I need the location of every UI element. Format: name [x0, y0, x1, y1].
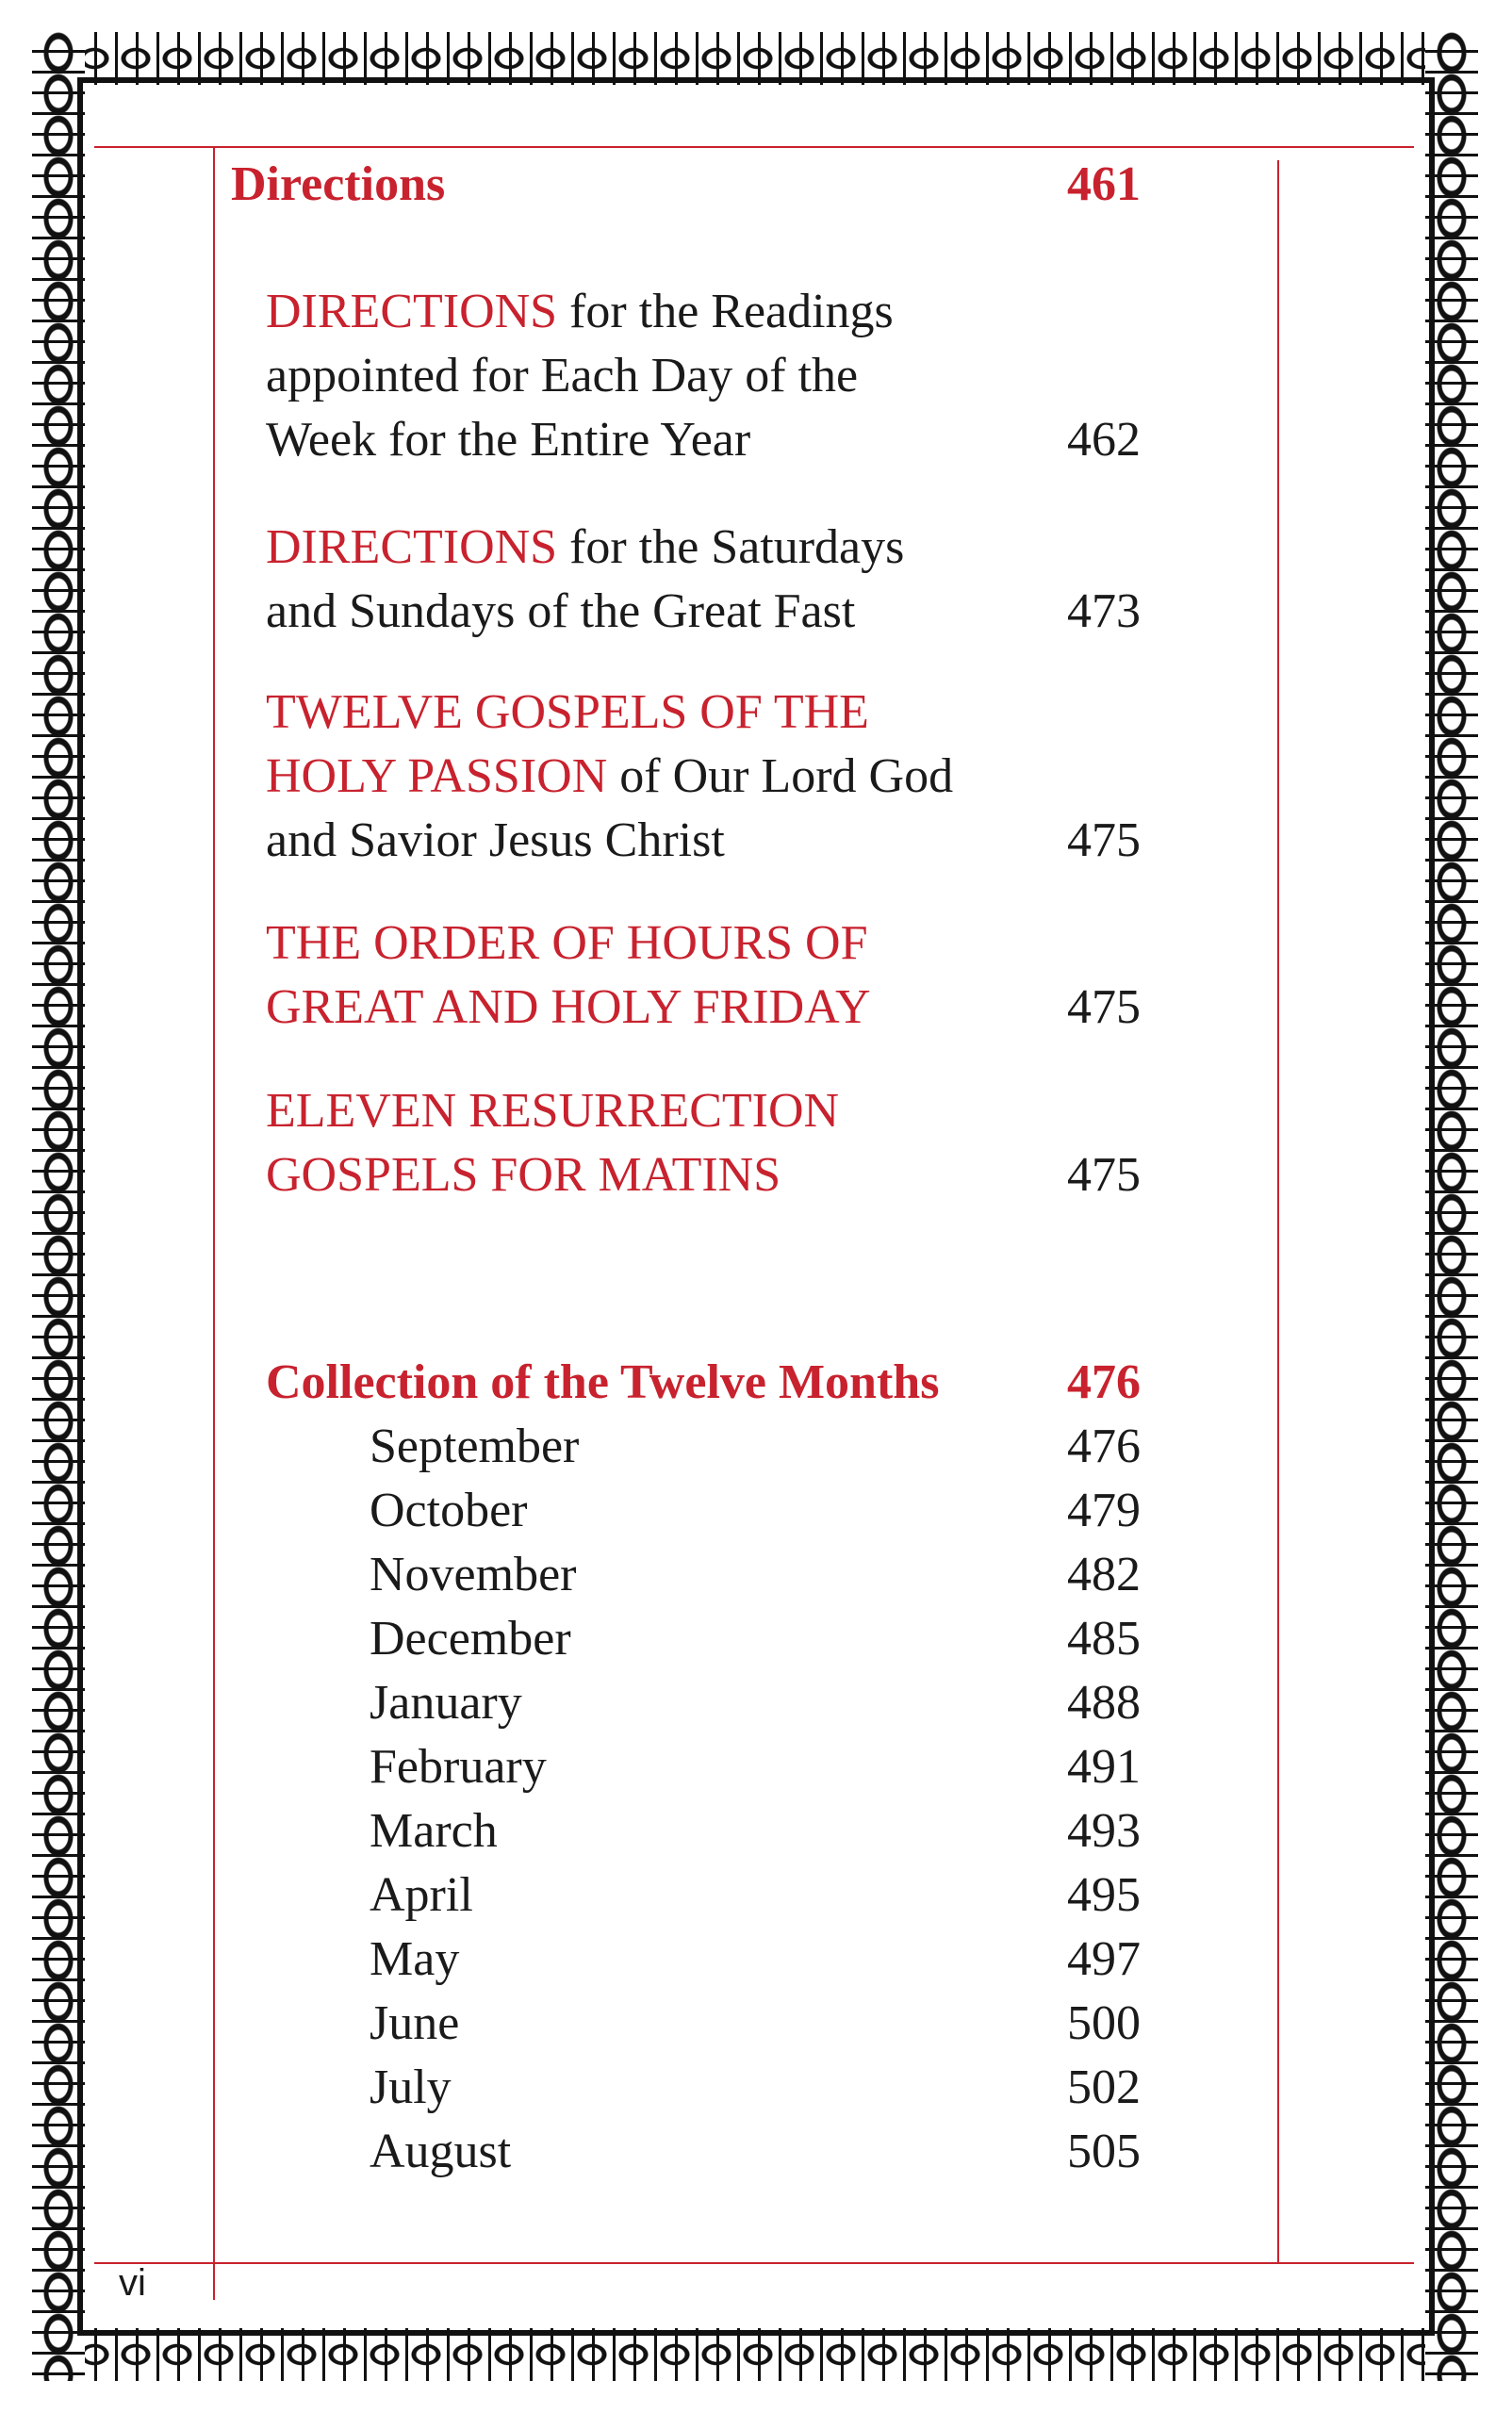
entry-5-line-1: ELEVEN RESURRECTION: [266, 1084, 840, 1138]
entry-4-line-1: THE ORDER OF HOURS OF: [266, 916, 868, 970]
collection-title: Collection of the Twelve Months: [266, 1355, 940, 1409]
month-name: December: [370, 1612, 571, 1666]
entry-4-page: 475: [1067, 980, 1141, 1034]
entry-5-line-2: GOSPELS FOR MATINS: [266, 1148, 781, 1202]
month-page: 497: [1067, 1932, 1141, 1986]
month-page: 495: [1067, 1868, 1141, 1922]
month-page: 479: [1067, 1484, 1141, 1537]
month-page: 491: [1067, 1740, 1141, 1794]
entry-1-page: 462: [1067, 413, 1141, 467]
entry-3-line-2: [266, 745, 953, 809]
rule-left: [213, 146, 215, 2300]
month-name: February: [370, 1740, 547, 1794]
entry-2-line-1: [266, 516, 904, 580]
month-page: 505: [1067, 2125, 1141, 2178]
month-page: 488: [1067, 1676, 1141, 1730]
entry-3-rest: of Our Lord God: [607, 749, 954, 803]
month-name: May: [370, 1932, 460, 1986]
month-page: 502: [1067, 2060, 1141, 2114]
month-page: 485: [1067, 1612, 1141, 1666]
entry-2-rest: for the Saturdays: [557, 520, 905, 574]
month-name: July: [370, 2060, 452, 2114]
page-number: vi: [119, 2262, 146, 2304]
entry-4-line-2: GREAT AND HOLY FRIDAY: [266, 980, 871, 1034]
month-name: August: [370, 2125, 512, 2178]
border-bottom: [32, 2328, 1478, 2381]
month-page: 493: [1067, 1804, 1141, 1858]
entry-3-line-1: TWELVE GOSPELS OF THE: [266, 685, 869, 739]
entry-2-lead: DIRECTIONS: [266, 520, 558, 574]
rule-right: [1277, 160, 1279, 2264]
month-page: 476: [1067, 1420, 1141, 1473]
entry-3-line-3: and Savior Jesus Christ: [266, 813, 725, 867]
month-name: January: [370, 1676, 522, 1730]
entry-1-line-2: appointed for Each Day of the: [266, 349, 859, 402]
entry-5-page: 475: [1067, 1148, 1141, 1202]
entry-1-lead: DIRECTIONS: [266, 285, 558, 338]
month-page: 500: [1067, 1996, 1141, 2050]
month-name: March: [370, 1804, 498, 1858]
section-title: Directions: [231, 157, 446, 211]
entry-1-line-3: Week for the Entire Year: [266, 413, 751, 467]
entry-1-line-1: [266, 280, 894, 344]
month-name: June: [370, 1996, 460, 2050]
section-page: 461: [1067, 157, 1141, 211]
month-page: 482: [1067, 1548, 1141, 1601]
month-name: October: [370, 1484, 528, 1537]
entry-3-lead: HOLY PASSION: [266, 749, 608, 803]
rule-bottom: [94, 2262, 1414, 2264]
entry-2-page: 473: [1067, 584, 1141, 638]
entry-3-page: 475: [1067, 813, 1141, 867]
collection-page: 476: [1067, 1355, 1141, 1409]
rule-top: [94, 146, 1414, 148]
month-name: April: [370, 1868, 473, 1922]
month-name: September: [370, 1420, 580, 1473]
entry-2-line-2: and Sundays of the Great Fast: [266, 584, 856, 638]
month-name: November: [370, 1548, 577, 1601]
entry-1-rest: for the Readings: [557, 285, 894, 338]
